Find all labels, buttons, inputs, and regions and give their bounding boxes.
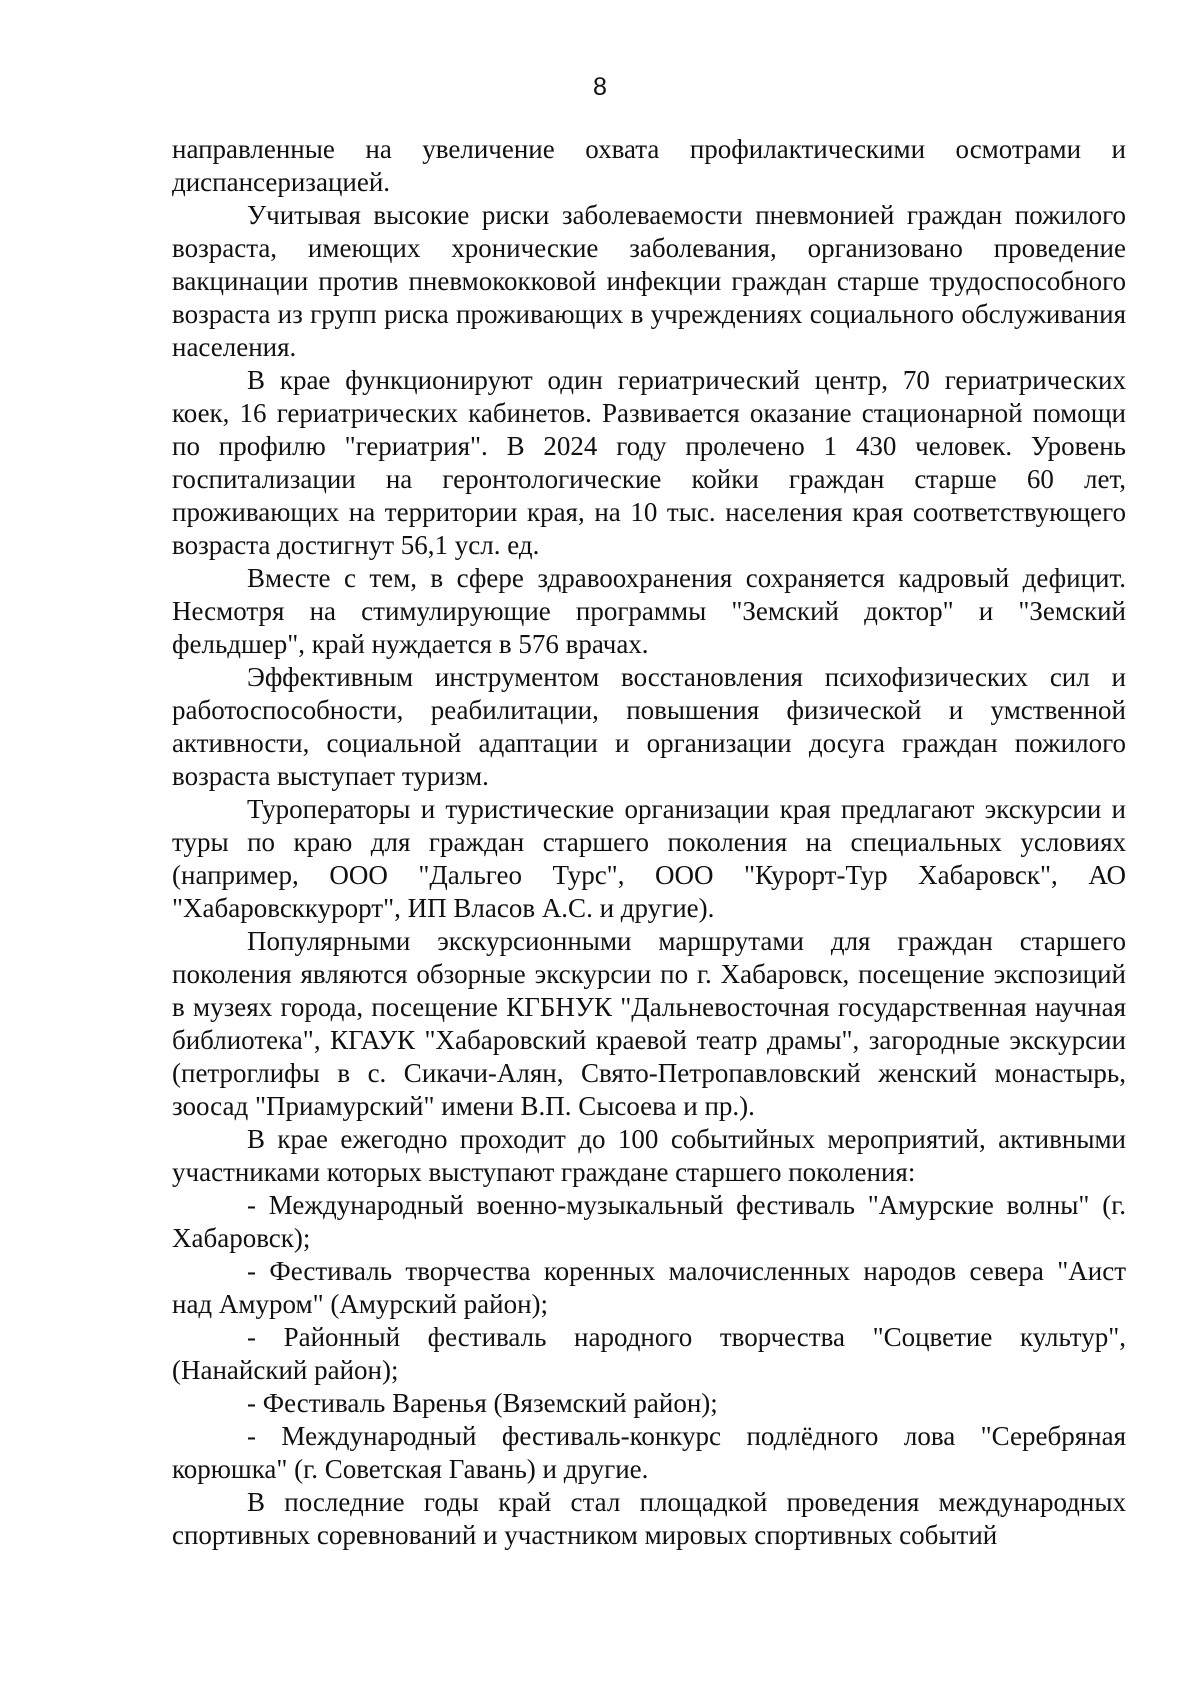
paragraph-tourism: Эффективным инструментом восстановления психофизических сил и работоспособности, реабилитации, повышения физической и умственной активности, социальной адаптации и организации досуга граждан пожилого возраста выступает туризм. [172,662,1126,791]
paragraph-sports: В последние годы край стал площадкой проведения международных спортивных соревнований и участником мировых спортивных событий [172,1487,1126,1550]
page-number: 8 [593,73,607,101]
list-item-culture-festival: - Районный фестиваль народного творчества "Соцветие культур", (Нанайский район); [172,1322,1126,1385]
paragraph-vaccination: Учитывая высокие риски заболеваемости пневмонией граждан пожилого возраста, имеющих хронические заболевания, организовано проведение вакцинации против пневмококковой инфекции граждан старше трудоспособного возраста из групп риска проживающих в учреждениях социального обслуживания населения. [172,200,1126,362]
paragraph-tour-operators: Туроператоры и туристические организации края предлагают экскурсии и туры по краю для граждан старшего поколения на специальных условиях (например, ООО "Дальгео Турс", ООО "Курорт-Тур Хабаровск", АО "Хабаровсккурорт", ИП Власов А.С. и другие). [172,794,1126,923]
list-item-jam-festival: - Фестиваль Варенья (Вяземский район); [247,1388,718,1418]
paragraph-excursion-routes: Популярными экскурсионными маршрутами для граждан старшего поколения являются обзорные экскурсии по г. Хабаровск, посещение экспозиций в музеях города, посещение КГБНУК "Дальневосточная государственная научная библиотека", КГАУК "Хабаровский краевой театр драмы", загородные экскурсии (петроглифы в с. Сикачи-Алян, Свято-Петропавловский женский монастырь, зоосад "Приамурский" имени В.П. Сысоева и пр.). [172,926,1126,1121]
paragraph-events: В крае ежегодно проходит до 100 событийных мероприятий, активными участниками которых выступают граждане старшего поколения: [172,1124,1126,1187]
list-item-amur-waves: - Международный военно-музыкальный фестиваль "Амурские волны" (г. Хабаровск); [172,1190,1126,1253]
paragraph-geriatrics: В крае функционируют один гериатрический центр, 70 гериатрических коек, 16 гериатрических кабинетов. Развивается оказание стационарной помощи по профилю "гериатрия". В 2024 году пролечено 1 430 человек. Уровень госпитализации на геронтологические койки граждан старше 60 лет, проживающих на территории края, на 10 тыс. населения края соответствующего возраста достигнут 56,1 усл. ед. [172,365,1126,560]
document-body [172,133,1126,1552]
list-item-silver-smelt: - Международный фестиваль-конкурс подлёдного лова "Серебряная корюшка" (г. Советская Гавань) и другие. [172,1421,1126,1484]
list-item-stork-over-amur: - Фестиваль творчества коренных малочисленных народов севера "Аист над Амуром" (Амурский район); [172,1256,1126,1319]
paragraph-continuation: направленные на увеличение охвата профилактическими осмотрами и диспансеризацией. [172,134,1126,197]
paragraph-staff-deficit: Вместе с тем, в сфере здравоохранения сохраняется кадровый дефицит. Несмотря на стимулирующие программы "Земский доктор" и "Земский фельдшер", край нуждается в 576 врачах. [172,563,1126,659]
